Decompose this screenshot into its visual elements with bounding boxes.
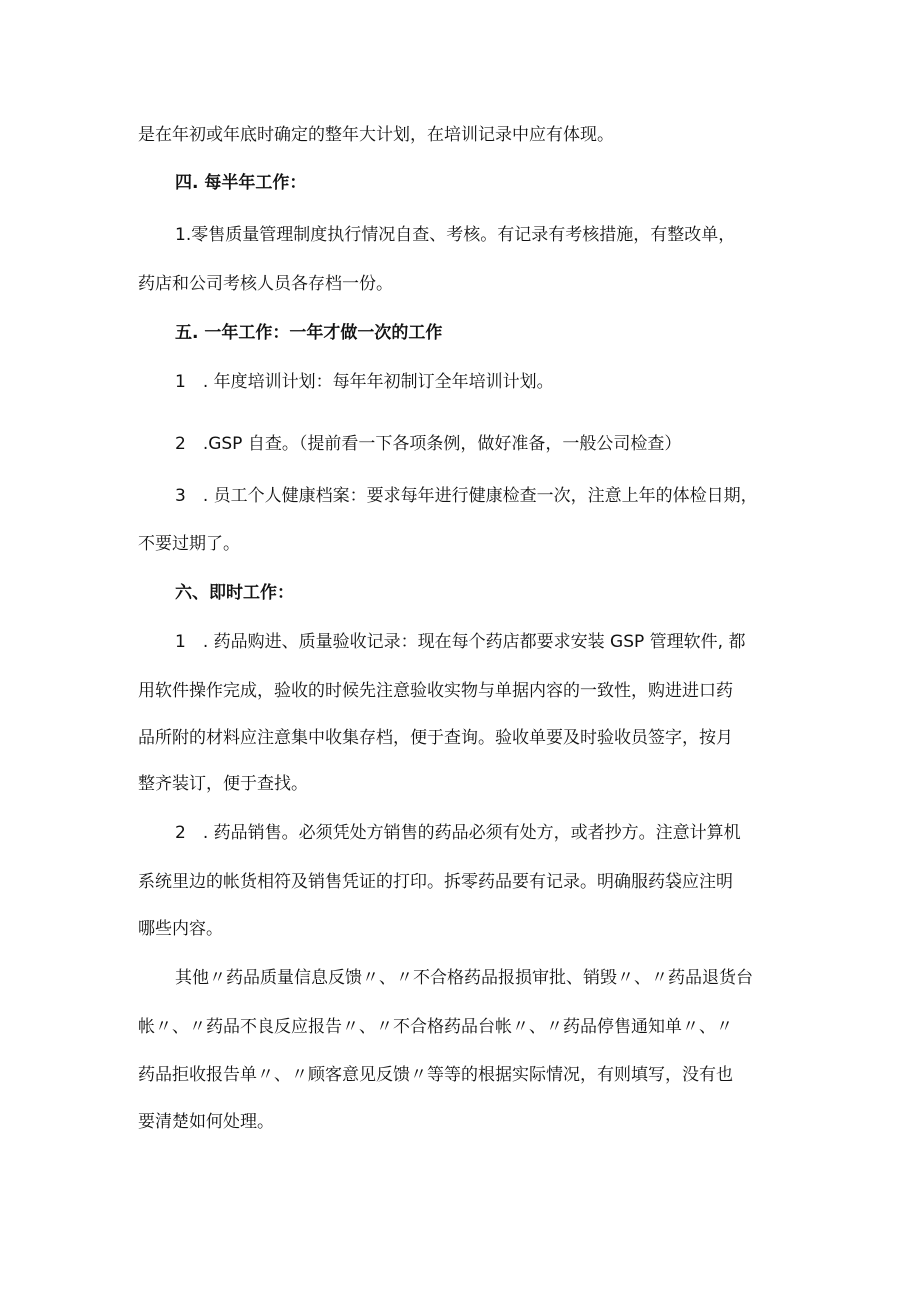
paragraph-line: 帐〃、〃药品不良反应报告〃、〃不合格药品台帐〃、〃药品停售通知单〃、〃: [138, 1017, 733, 1037]
paragraph-line: 哪些内容。: [138, 919, 223, 939]
paragraph-line: 药店和公司考核人员各存档一份。: [138, 274, 393, 294]
paragraph-line: 要清楚如何处理。: [138, 1112, 274, 1132]
section-heading-5: 五. 一年工作：一年才做一次的工作: [175, 323, 443, 343]
paragraph-line: 整齐装订，便于查找。: [138, 774, 308, 794]
section-heading-6: 六、即时工作：: [175, 583, 294, 603]
paragraph-line: 是在年初或年底时确定的整年大计划，在培训记录中应有体现。: [138, 125, 614, 145]
paragraph-line: 其他〃药品质量信息反馈〃、〃不合格药品报损审批、销毁〃、〃药品退货台: [175, 968, 753, 988]
paragraph-line: 系统里边的帐货相符及销售凭证的打印。拆零药品要有记录。明确服药袋应注明: [138, 872, 733, 892]
paragraph-line: 不要过期了。: [138, 534, 240, 554]
list-item: 3 . 员工个人健康档案：要求每年进行健康检查一次，注意上年的体检日期，: [175, 486, 758, 506]
list-item: 1 . 年度培训计划：每年年初制订全年培训计划。: [175, 372, 554, 392]
list-item: 2 . 药品销售。必须凭处方销售的药品必须有处方，或者抄方。注意计算机: [175, 823, 741, 843]
paragraph-line: 药品拒收报告单〃、〃顾客意见反馈〃等等的根据实际情况，有则填写，没有也: [138, 1065, 733, 1085]
paragraph-line: 1.零售质量管理制度执行情况自查、考核。有记录有考核措施，有整改单，: [175, 225, 736, 245]
paragraph-line: 品所附的材料应注意集中收集存档，便于查询。验收单要及时验收员签字，按月: [138, 728, 733, 748]
list-item: 2 .GSP 自查。（提前看一下各项条例，做好准备，一般公司检查）: [175, 434, 682, 454]
paragraph-line: 用软件操作完成，验收的时候先注意验收实物与单据内容的一致性，购进进口药: [138, 681, 733, 701]
section-heading-4: 四. 每半年工作：: [175, 173, 307, 193]
list-item: 1 . 药品购进、质量验收记录：现在每个药店都要求安装 GSP 管理软件, 都: [175, 632, 746, 652]
